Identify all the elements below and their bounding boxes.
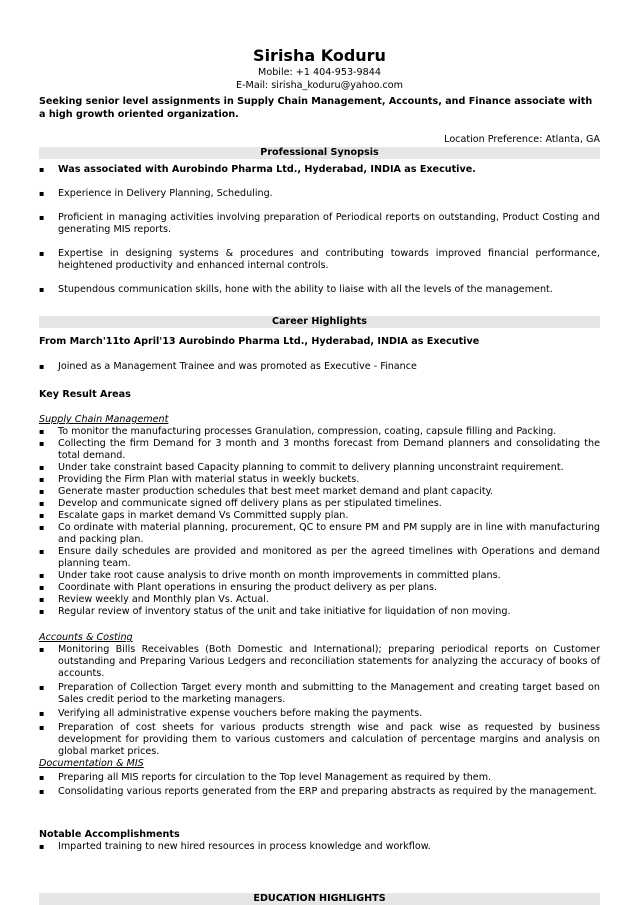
accomplishments-heading: Notable Accomplishments xyxy=(39,829,180,840)
education-heading: EDUCATION HIGHLIGHTS xyxy=(39,893,600,905)
list-item: ▪ Preparation of Collection Target every month and submitting to the Management and creating target based on Sales credit period to the marketing managers. xyxy=(39,682,600,706)
list-item: ▪ Generate master production schedules that best meet market demand and plant capacity. xyxy=(39,486,600,498)
synopsis-heading: Professional Synopsis xyxy=(39,147,600,159)
accounts-subheading: Accounts & Costing xyxy=(39,632,133,643)
list-item: ▪ Was associated with Aurobindo Pharma Ltd., Hyderabad, INDIA as Executive. xyxy=(39,164,600,176)
list-item: ▪ Stupendous communication skills, hone with the ability to liaise with all the levels of the management. xyxy=(39,284,600,296)
list-item: ▪ Coordinate with Plant operations in ensuring the product delivery as per plans. xyxy=(39,582,600,594)
list-item: ▪ Expertise in designing systems & procedures and contributing towards improved financial performance, heightened productivity and enhanced internal controls. xyxy=(39,248,600,272)
kra-heading: Key Result Areas xyxy=(39,389,131,400)
resume-page xyxy=(39,0,600,905)
list-item: ▪ Ensure daily schedules are provided and monitored as per the agreed timelines with Operations and demand planning team. xyxy=(39,546,600,570)
email-address: E-Mail: sirisha_koduru@yahoo.com xyxy=(236,80,403,91)
career-heading: Career Highlights xyxy=(39,316,600,328)
mobile-number: Mobile: +1 404-953-9844 xyxy=(258,67,381,78)
list-item: ▪ Imparted training to new hired resources in process knowledge and workflow. xyxy=(39,841,600,853)
career-objective: Seeking senior level assignments in Supply Chain Management, Accounts, and Finance associate with a high growth oriented organization. xyxy=(39,96,593,120)
list-item: ▪ Providing the Firm Plan with material status in weekly buckets. xyxy=(39,474,600,486)
list-item: ▪ Experience in Delivery Planning, Scheduling. xyxy=(39,188,600,200)
list-item: ▪ Under take root cause analysis to drive month on month improvements in committed plans. xyxy=(39,570,600,582)
list-item: ▪ To monitor the manufacturing processes Granulation, compression, coating, capsule filling and Packing. xyxy=(39,426,600,438)
documentation-list xyxy=(39,772,600,798)
candidate-name: Sirisha Koduru xyxy=(253,46,386,65)
accounts-list xyxy=(39,644,600,758)
list-item: ▪ Collecting the firm Demand for 3 month and 3 months forecast from Demand planners and consolidating the total demand. xyxy=(39,438,600,462)
list-item: ▪ Proficient in managing activities involving preparation of Periodical reports on outstanding, Product Costing and generating MIS reports. xyxy=(39,212,600,236)
accomplishments-list xyxy=(39,841,600,853)
list-item: ▪ Verifying all administrative expense vouchers before making the payments. xyxy=(39,708,600,720)
list-item: ▪ Develop and communicate signed off delivery plans as per stipulated timelines. xyxy=(39,498,600,510)
career-role: From March'11to April'13 Aurobindo Pharma Ltd., Hyderabad, INDIA as Executive xyxy=(39,336,480,347)
documentation-subheading: Documentation & MIS xyxy=(39,758,144,769)
list-item: ▪ Consolidating various reports generated from the ERP and preparing abstracts as required by the management. xyxy=(39,786,600,798)
list-item: ▪ Monitoring Bills Receivables (Both Domestic and International); preparing periodical reports on Customer outstanding and Preparing Various Ledgers and reconciliation statements for analyzing the accuracy of books of accounts. xyxy=(39,644,600,680)
list-item: ▪ Review weekly and Monthly plan Vs. Actual. xyxy=(39,594,600,606)
list-item: ▪ Regular review of inventory status of the unit and take initiative for liquidation of non moving. xyxy=(39,606,600,618)
career-list xyxy=(39,361,600,373)
list-item: ▪ Co ordinate with material planning, procurement, QC to ensure PM and PM supply are in line with manufacturing and packing plan. xyxy=(39,522,600,546)
location-preference: Location Preference: Atlanta, GA xyxy=(444,134,600,145)
supply-chain-subheading: Supply Chain Management xyxy=(39,414,169,425)
synopsis-list xyxy=(39,164,600,296)
supply-chain-list xyxy=(39,426,600,618)
list-item: ▪ Escalate gaps in market demand Vs Committed supply plan. xyxy=(39,510,600,522)
list-item: ▪ Preparation of cost sheets for various products strength wise and pack wise as requested by business development for providing them to various customers and calculation of percentage margins and analysis on global market prices. xyxy=(39,722,600,758)
list-item: ▪ Joined as a Management Trainee and was promoted as Executive - Finance xyxy=(39,361,600,373)
list-item: ▪ Preparing all MIS reports for circulation to the Top level Management as required by them. xyxy=(39,772,600,784)
list-item: ▪ Under take constraint based Capacity planning to commit to delivery planning unconstraint requirement. xyxy=(39,462,600,474)
